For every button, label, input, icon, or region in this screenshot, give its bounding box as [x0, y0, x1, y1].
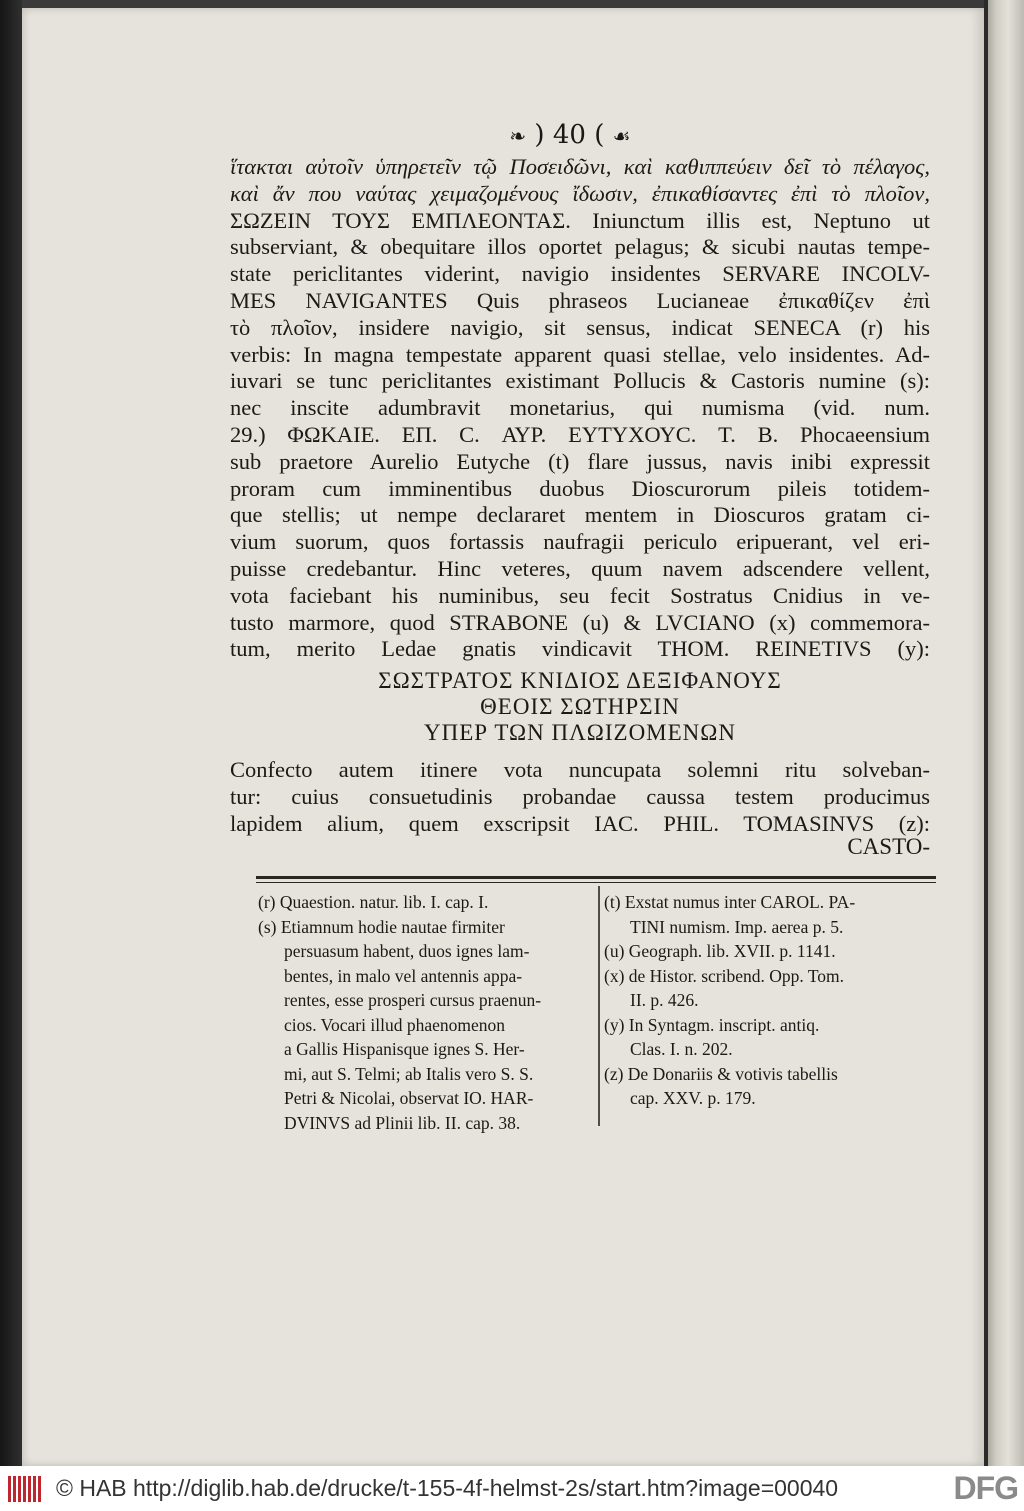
text-line: lapidem alium, quem exscripsit IAC. PHIL. TOMASINVS (z):: [230, 811, 930, 836]
footer-url[interactable]: © HAB http://diglib.hab.de/drucke/t-155-4f-helmst-2s/start.htm?image=00040: [56, 1475, 839, 1501]
book-left-edge: [0, 0, 22, 1466]
inscription-line: ΣΩΣΤΡΑΤΟΣ ΚΝΙΔΙΟΣ ΔΕΞΙΦΑΝΟΥΣ: [378, 668, 782, 693]
footnote-line: persuasum habent, duos ignes lam-: [284, 941, 530, 961]
footnote-line: DVINVS ad Plinii lib. II. cap. 38.: [284, 1112, 521, 1133]
text-line: ΣΩΖΕΙΝ ΤΟΥΣ ΕΜΠΛΕΟΝΤΑΣ. Iniunctum illis est, Neptuno ut: [230, 207, 930, 233]
footer-bar: [0, 1466, 1024, 1511]
footnote-rule: [256, 876, 936, 879]
text-line: tusto marmore, quod STRABONE (u) & LVCIANO (x) commemora-: [230, 609, 930, 635]
text-line: ἵτακται αὐτοῖν ὑπηρετεῖν τῷ Ποσειδῶνι, καὶ καθιππεύειν δεῖ τὸ πέλαγος,: [230, 154, 930, 179]
footnote-column-divider: [598, 886, 600, 1126]
inscription-line: ΘΕΟΙΣ ΣΩΤΗΡΣΙΝ: [480, 694, 680, 719]
footnote-line: rentes, esse prosperi cursus praenun-: [284, 990, 542, 1010]
text-line: state periclitantes viderint, navigio insidentes SERVARE INCOLV-: [230, 261, 930, 287]
text-line: verbis: In magna tempestate apparent quasi stellae, velo insidentes. Ad-: [230, 341, 930, 367]
text-line: vota faciebant his numinibus, seu fecit Sostratus Cnidius in ve-: [230, 582, 930, 608]
footnote-line: mi, aut S. Telmi; ab Italis vero S. S.: [284, 1063, 534, 1084]
catchword: CASTO-: [847, 834, 930, 859]
text-line: iuvari se tunc periclitantes existimant Pollucis & Castoris numine (s):: [230, 368, 930, 394]
text-line: sub praetore Aurelio Eutyche (t) flare jussus, navis inibi expressit: [230, 448, 930, 474]
footnote-line: (t) Exstat numus inter CAROL. PA-: [604, 892, 856, 912]
footnote-line: cap. XXV. p. 179.: [630, 1088, 756, 1108]
inscription-line: ΥΠΕΡ ΤΩΝ ΠΛΩΙΖΟΜΕΝΩΝ: [424, 720, 736, 745]
footnote-line: (r) Quaestion. natur. lib. I. cap. I.: [258, 892, 489, 912]
footnote-line: bentes, in malo vel antennis appa-: [284, 965, 523, 986]
footnote-line: Clas. I. n. 202.: [630, 1039, 733, 1059]
footnote-line: TINI numism. Imp. aerea p. 5.: [630, 916, 844, 937]
footnote-line: (u) Geograph. lib. XVII. p. 1141.: [604, 941, 836, 961]
footnote-line: (x) de Histor. scribend. Opp. Tom.: [604, 965, 845, 986]
text-line: puisse credebantur. Hinc veteres, quum navem adscendere vellent,: [230, 556, 930, 581]
footnotes-left: [258, 890, 594, 1135]
text-line: MES NAVIGANTES Quis phraseos Lucianeae ἐπικαθίζεν ἐπὶ: [230, 288, 930, 313]
text-line: Confecto autem itinere vota nuncupata solemni ritu solveban-: [230, 757, 930, 782]
ornament-right-icon: ☙: [612, 124, 631, 148]
text-line: 29.) ΦΩΚΑΙΕ. ΕΠ. C. ΑΥΡ. ΕΥΤΥΧΟΥC. Τ. Β. Phocaeensium: [230, 422, 930, 447]
footnotes-right: [604, 890, 938, 1111]
page-header: ❧ ) 40 ( ☙: [509, 120, 631, 150]
page-number: 40: [552, 120, 586, 150]
text-line: vium suorum, quos fortassis naufragii periculo eripuerant, vel eri-: [230, 529, 930, 555]
footnote-rule-thin: [256, 882, 936, 883]
text-line: que stellis; ut nempe declararet mentem in Dioscuros gratam ci-: [230, 502, 930, 528]
text-line: subserviant, & obequitare illos oportet pelagus; & sicubi nautas tempe-: [230, 234, 930, 260]
ornament-left-icon: ❧: [509, 124, 527, 148]
text-line: tur: cuius consuetudinis probandae caussa testem producimus: [230, 784, 930, 809]
footnote-line: cios. Vocari illud phaenomenon: [284, 1014, 505, 1035]
footnote-line: Petri & Nicolai, observat IO. HAR-: [284, 1088, 534, 1108]
footnote-line: II. p. 426.: [630, 990, 699, 1010]
text-line: proram cum imminentibus duobus Dioscurorum pileis totidem-: [230, 475, 930, 501]
footnote-line: (s) Etiamnum hodie nautae firmiter: [258, 916, 505, 937]
text-line: nec inscite adumbravit monetarius, qui numisma (vid. num.: [230, 395, 930, 421]
text-line: tum, merito Ledae gnatis vindicavit THOM. REINETIVS (y):: [230, 636, 930, 662]
text-line: τὸ πλοῖον, insidere navigio, sit sensus, indicat SENECA (r) his: [230, 314, 930, 340]
footnote-line: (y) In Syntagm. inscript. antiq.: [604, 1014, 820, 1035]
text-line: καὶ ἄν που ναύτας χειμαζομένους ἴδωσιν, ἐπικαθίσαντες ἐπὶ τὸ πλοῖον,: [230, 180, 930, 206]
footnote-line: a Gallis Hispanisque ignes S. Her-: [284, 1039, 525, 1059]
hab-logo-icon: [8, 1475, 48, 1503]
book-right-edge: [984, 0, 1024, 1466]
dfg-logo: DFG: [953, 1470, 1018, 1506]
footnote-line: (z) De Donariis & votivis tabellis: [604, 1063, 838, 1084]
